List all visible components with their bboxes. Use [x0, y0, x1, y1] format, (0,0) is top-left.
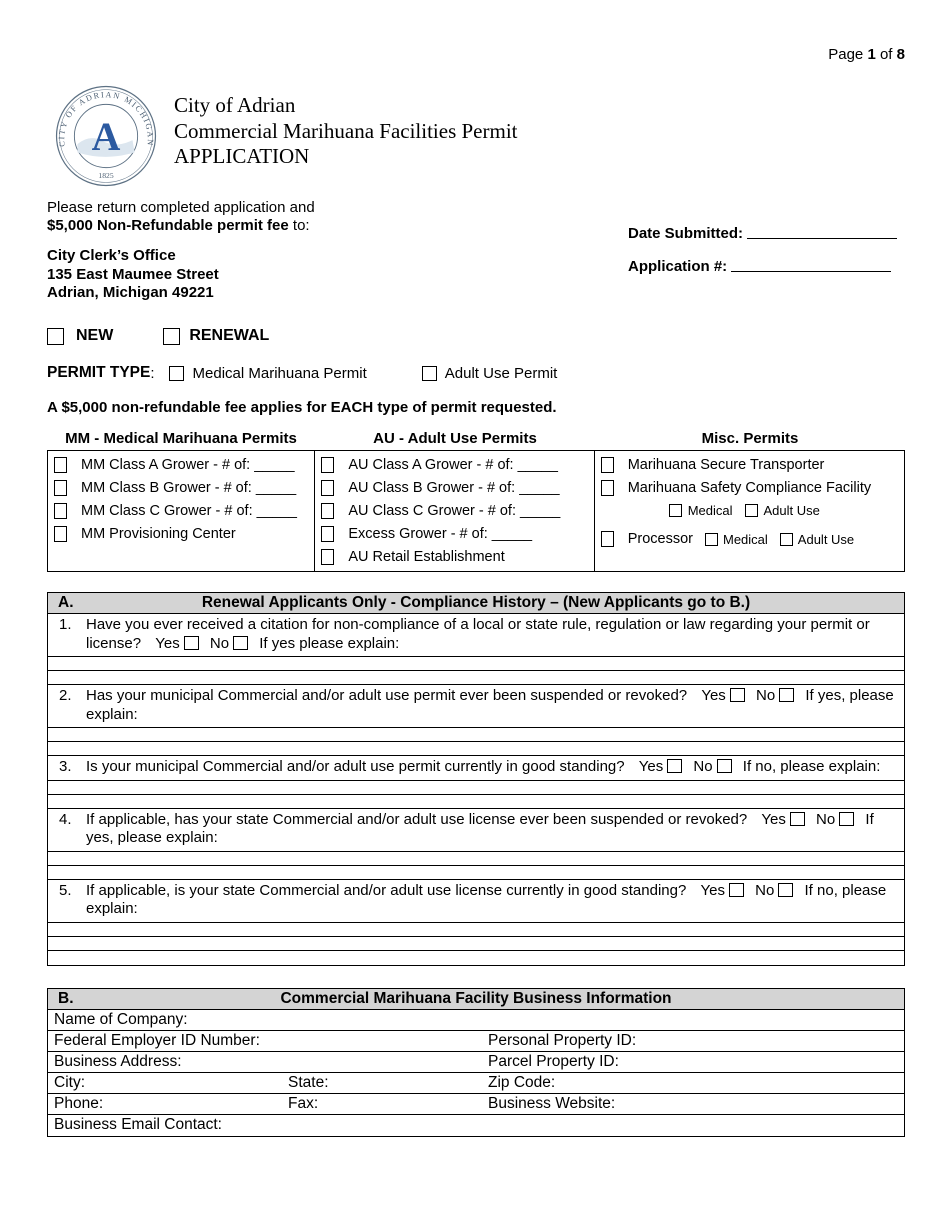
mm-provisioning-center-label: MM Provisioning Center [81, 526, 236, 542]
question-number: 2. [59, 687, 72, 704]
business-email-label: Business Email Contact: [54, 1115, 222, 1133]
address-line-1: City Clerk’s Office [47, 247, 176, 264]
processor-option-row [601, 531, 900, 547]
au-class-a-grower-checkbox[interactable] [321, 457, 334, 473]
renewal-label: RENEWAL [189, 327, 270, 344]
q2-yes-checkbox[interactable] [730, 688, 745, 702]
adult-use-permit-label: Adult Use Permit [444, 364, 558, 382]
permit-option [321, 480, 589, 496]
yes-label: Yes [701, 687, 726, 704]
yes-label: Yes [638, 758, 664, 775]
q4-no-checkbox[interactable] [839, 812, 854, 826]
question-number: 4. [59, 810, 72, 828]
of-word: of [879, 46, 893, 63]
yes-label: Yes [700, 881, 725, 899]
address-line-2: 135 East Maumee Street [47, 265, 219, 283]
permit-option [321, 549, 589, 565]
au-class-b-grower-label: AU Class B Grower - # of: _____ [348, 480, 560, 496]
question-suffix: If yes please explain: [259, 634, 400, 652]
permit-type-colon: : [150, 364, 155, 382]
excess-grower-checkbox[interactable] [321, 526, 334, 542]
seal-arc-text: CITY OF ADRIAN MICHIGAN [57, 90, 155, 148]
application-number-row [628, 258, 897, 275]
answer-line[interactable] [48, 923, 904, 937]
mm-permits-header: MM - Medical Marihuana Permits [65, 430, 297, 447]
permit-option [54, 526, 310, 542]
au-class-c-grower-label: AU Class C Grower - # of: _____ [348, 503, 561, 519]
processor-adult-use-checkbox[interactable] [780, 533, 793, 546]
new-label: NEW [76, 327, 114, 344]
section-b-title: Commercial Marihuana Facility Business Information [280, 989, 672, 1007]
no-label: No [693, 758, 713, 775]
business-website-label: Business Website: [488, 1094, 616, 1112]
question-body: Has your municipal Commercial and/or adult use permit ever been suspended or revoked? [86, 687, 688, 704]
section-a-label: A. [58, 594, 74, 611]
question-1 [48, 614, 904, 657]
safety-adult-use-checkbox[interactable] [745, 504, 758, 517]
mm-provisioning-center-checkbox[interactable] [54, 526, 67, 542]
office-use-fields [628, 225, 897, 275]
application-kind-row [47, 327, 905, 345]
safety-compliance-checkbox[interactable] [601, 480, 614, 496]
section-a-title: Renewal Applicants Only - Compliance History – (New Applicants go to B.) [201, 594, 751, 611]
question-body: If applicable, is your state Commercial and/or adult use license currently in good standing? [86, 881, 687, 899]
answer-line[interactable] [48, 937, 904, 951]
processor-medical-label: Medical [723, 531, 768, 547]
safety-compliance-label: Marihuana Safety Compliance Facility [627, 480, 872, 496]
question-3 [48, 756, 904, 781]
title-line-3: APPLICATION [174, 144, 310, 168]
field-row-company-name[interactable] [48, 1010, 904, 1031]
permit-option [54, 503, 310, 519]
safety-compliance-suboptions [669, 503, 900, 518]
section-a-table [47, 592, 905, 966]
q4-yes-checkbox[interactable] [790, 812, 805, 826]
processor-label: Processor [627, 531, 693, 547]
section-a-header [48, 593, 904, 614]
processor-checkbox[interactable] [601, 531, 614, 547]
no-label: No [816, 810, 836, 828]
permit-option [321, 457, 589, 473]
question-text [86, 758, 896, 777]
no-label: No [755, 881, 775, 899]
address-line-3: Adrian, Michigan 49221 [47, 284, 214, 301]
field-row-business-email[interactable] [48, 1115, 904, 1136]
date-submitted-field[interactable] [747, 226, 897, 239]
title-line-1: City of Adrian [174, 93, 296, 117]
answer-line[interactable] [48, 728, 904, 742]
au-permits-header: AU - Adult Use Permits [373, 430, 537, 447]
page-number: 1 [867, 46, 876, 63]
fee-amount: $5,000 Non-Refundable permit fee [47, 217, 289, 234]
au-class-a-grower-label: AU Class A Grower - # of: _____ [348, 457, 558, 473]
adult-use-permit-checkbox[interactable] [422, 366, 437, 381]
application-number-label: Application #: [628, 258, 728, 275]
question-number: 5. [59, 881, 72, 899]
fee-note: A $5,000 non-refundable fee applies for EACH type of permit requested. [47, 399, 557, 416]
question-number: 3. [59, 758, 72, 775]
processor-medical-checkbox[interactable] [705, 533, 718, 546]
city-label: City: [54, 1073, 85, 1091]
question-suffix: If no, please explain: [86, 881, 887, 917]
answer-line[interactable] [48, 852, 904, 866]
au-permits-column [315, 451, 594, 571]
answer-line[interactable] [48, 657, 904, 671]
question-text [86, 811, 896, 848]
question-text [86, 882, 896, 919]
excess-grower-label: Excess Grower - # of: _____ [348, 526, 533, 542]
answer-line[interactable] [48, 781, 904, 795]
q3-no-checkbox[interactable] [717, 759, 732, 773]
permit-type-label: PERMIT TYPE [47, 364, 151, 381]
answer-line[interactable] [48, 866, 904, 880]
medical-permit-label: Medical Marihuana Permit [192, 364, 367, 382]
au-retail-establishment-label: AU Retail Establishment [348, 549, 505, 565]
permit-option [601, 480, 900, 496]
return-instruction-line1: Please return completed application and [47, 199, 315, 216]
question-4 [48, 809, 904, 852]
permit-type-row [47, 364, 905, 382]
mm-class-c-grower-checkbox[interactable] [54, 503, 67, 519]
field-row-phone-fax-website[interactable] [48, 1094, 904, 1115]
permit-option [54, 480, 310, 496]
medical-permit-checkbox[interactable] [169, 366, 184, 381]
mm-class-a-grower-checkbox[interactable] [54, 457, 67, 473]
secure-transporter-label: Marihuana Secure Transporter [627, 457, 825, 473]
application-number-field[interactable] [731, 259, 891, 272]
question-2 [48, 685, 904, 728]
permit-option [601, 457, 900, 473]
page-total: 8 [896, 46, 905, 63]
new-checkbox[interactable] [47, 328, 64, 345]
mm-permits-column [48, 451, 315, 571]
q1-yes-checkbox[interactable] [184, 636, 199, 650]
submission-info-section [47, 199, 905, 305]
field-row-federal-id[interactable] [48, 1031, 904, 1052]
permit-option [321, 503, 589, 519]
personal-property-id-label: Personal Property ID: [488, 1031, 637, 1049]
answer-line[interactable] [48, 951, 904, 965]
field-row-city-state-zip[interactable] [48, 1073, 904, 1094]
question-text [86, 616, 896, 653]
section-b-table [47, 988, 905, 1137]
mm-class-c-grower-label: MM Class C Grower - # of: _____ [81, 503, 297, 519]
au-retail-establishment-checkbox[interactable] [321, 549, 334, 565]
title-line-2: Commercial Marihuana Facilities Permit [174, 118, 518, 143]
question-text [86, 687, 896, 724]
secure-transporter-checkbox[interactable] [601, 457, 614, 473]
section-b-header [48, 989, 904, 1010]
misc-permits-header: Misc. Permits [701, 430, 799, 447]
document-header [47, 85, 905, 187]
question-suffix: If no, please explain: [742, 758, 881, 775]
date-submitted-row [628, 225, 897, 242]
mm-class-b-grower-checkbox[interactable] [54, 480, 67, 496]
q5-yes-checkbox[interactable] [729, 883, 744, 897]
seal-year: 1825 [98, 170, 114, 180]
seal-monogram: A [91, 114, 121, 159]
answer-line[interactable] [48, 742, 904, 756]
safety-medical-label: Medical [687, 503, 733, 518]
fee-suffix: to: [288, 217, 310, 234]
page-word: Page [828, 46, 864, 63]
yes-label: Yes [761, 810, 786, 828]
parcel-property-id-label: Parcel Property ID: [488, 1052, 619, 1070]
question-body: Have you ever received a citation for non-compliance of a local or state rule, regulation or law regarding your permit or license? [86, 616, 870, 652]
question-body: If applicable, has your state Commercial and/or adult use license ever been suspended or revoked? [86, 810, 748, 828]
no-label: No [755, 687, 776, 704]
phone-label: Phone: [54, 1094, 104, 1112]
safety-medical-checkbox[interactable] [669, 504, 682, 517]
fax-label: Fax: [288, 1094, 319, 1112]
question-5 [48, 880, 904, 923]
au-class-c-grower-checkbox[interactable] [321, 503, 334, 519]
business-address-label: Business Address: [54, 1052, 182, 1070]
no-label: No [209, 634, 230, 652]
answer-line[interactable] [48, 671, 904, 685]
page-indicator [47, 0, 905, 63]
misc-permits-column [595, 451, 904, 571]
q3-yes-checkbox[interactable] [667, 759, 682, 773]
renewal-checkbox[interactable] [163, 328, 180, 345]
q2-no-checkbox[interactable] [779, 688, 794, 702]
processor-adult-use-label: Adult Use [797, 531, 855, 547]
permit-selection-table [47, 450, 905, 572]
q1-no-checkbox[interactable] [233, 636, 248, 650]
city-seal-logo [55, 85, 157, 187]
question-body: Is your municipal Commercial and/or adult use permit currently in good standing? [86, 758, 625, 775]
safety-adult-use-label: Adult Use [763, 503, 820, 518]
state-label: State: [288, 1073, 329, 1091]
question-suffix: If yes, please explain: [86, 687, 894, 723]
federal-id-label: Federal Employer ID Number: [54, 1031, 260, 1049]
field-row-business-address[interactable] [48, 1052, 904, 1073]
name-of-company-label: Name of Company: [54, 1010, 188, 1028]
question-suffix: If yes, please explain: [86, 810, 874, 846]
zip-code-label: Zip Code: [488, 1073, 556, 1091]
answer-line[interactable] [48, 795, 904, 809]
q5-no-checkbox[interactable] [778, 883, 793, 897]
mm-class-a-grower-label: MM Class A Grower - # of: _____ [81, 457, 295, 473]
mm-class-b-grower-label: MM Class B Grower - # of: _____ [81, 480, 297, 496]
yes-label: Yes [155, 634, 180, 652]
section-b-label: B. [58, 989, 74, 1007]
question-number: 1. [59, 616, 72, 633]
date-submitted-label: Date Submitted: [628, 225, 744, 242]
au-class-b-grower-checkbox[interactable] [321, 480, 334, 496]
permit-option [54, 457, 310, 473]
document-title [174, 85, 518, 187]
permit-option [321, 526, 589, 542]
permit-column-headers [47, 430, 905, 447]
